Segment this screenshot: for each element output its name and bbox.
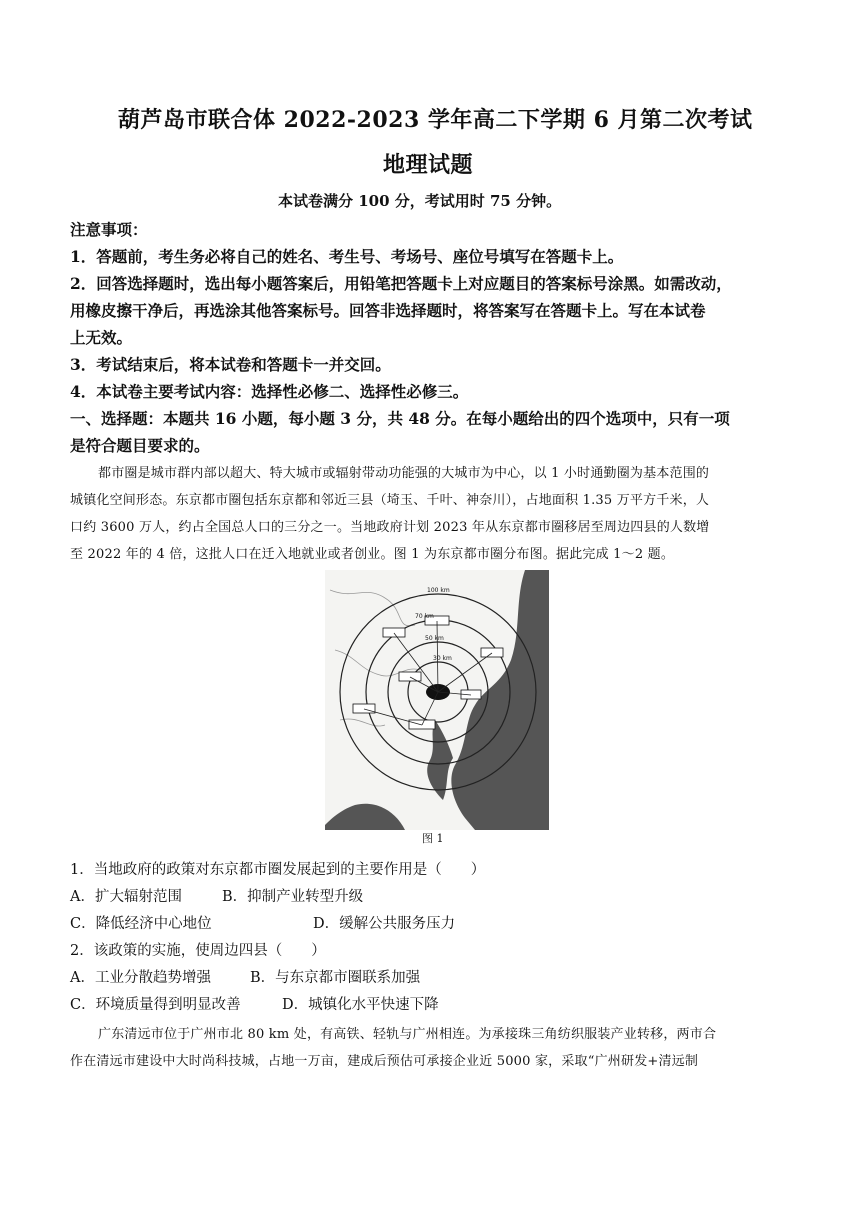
notes-heading: 注意事项： bbox=[70, 220, 148, 239]
ring-label: 50 km bbox=[425, 635, 444, 642]
ring-label: 30 km bbox=[433, 655, 452, 662]
q2-option-b: B．与东京都市圈联系加强 bbox=[250, 970, 421, 986]
q2-option-d: D．城镇化水平快速下降 bbox=[282, 997, 439, 1013]
question-1-stem: 1．当地政府的政策对东京都市圈发展起到的主要作用是（ ） bbox=[70, 862, 486, 878]
tokyo-metro-map bbox=[325, 570, 549, 830]
question-2-stem: 2．该政策的实施，使周边四县（ ） bbox=[70, 943, 326, 959]
section-heading: 一、选择题：本题共 16 小题，每小题 3 分，共 48 分。在每小题给出的四个选项中，只有一项 bbox=[70, 409, 730, 428]
q1-option-b: B．抑制产业转型升级 bbox=[222, 889, 364, 905]
passage-line: 城镇化空间形态。东京都市圈包括东京都和邻近三县（埼玉、千叶、神奈川），占地面积 1.35 万平方千米，人 bbox=[70, 493, 710, 508]
q1-option-a: A．扩大辐射范围 bbox=[70, 889, 182, 905]
exam-info: 本试卷满分 100 分，考试用时 75 分钟。 bbox=[278, 192, 562, 210]
q2-option-a: A．工业分散趋势增强 bbox=[70, 970, 211, 986]
q1-option-c: C．降低经济中心地位 bbox=[70, 916, 212, 932]
subject-title: 地理试题 bbox=[383, 152, 474, 178]
note-line: 3．考试结束后，将本试卷和答题卡一并交回。 bbox=[70, 355, 391, 374]
ring-label: 70 km bbox=[415, 613, 434, 620]
passage-line: 都市圈是城市群内部以超大、特大城市或辐射带动功能强的大城市为中心，以 1 小时通勤圈为基本范围的 bbox=[98, 466, 710, 481]
note-line: 用橡皮擦干净后，再选涂其他答案标号。回答非选择题时，将答案写在答题卡上。写在本试卷 bbox=[70, 301, 706, 320]
note-line: 上无效。 bbox=[70, 328, 133, 347]
passage-line: 作在清远市建设中大时尚科技城，占地一万亩，建成后预估可承接企业近 5000 家，采取“广州研发+清远制 bbox=[70, 1054, 699, 1069]
passage-line: 至 2022 年的 4 倍，这批人口在迁入地就业或者创业。图 1 为东京都市圈分布图。据此完成 1～2 题。 bbox=[70, 547, 675, 562]
map-graphic bbox=[325, 570, 549, 830]
note-line: 4．本试卷主要考试内容：选择性必修二、选择性必修三。 bbox=[70, 382, 469, 401]
note-line: 1．答题前，考生务必将自己的姓名、考生号、考场号、座位号填写在答题卡上。 bbox=[70, 247, 624, 266]
note-line: 2．回答选择题时，选出每小题答案后，用铅笔把答题卡上对应题目的答案标号涂黑。如需改动， bbox=[70, 274, 732, 293]
q2-option-c: C．环境质量得到明显改善 bbox=[70, 997, 241, 1013]
section-heading: 是符合题目要求的。 bbox=[70, 436, 210, 455]
figure-caption: 图 1 bbox=[422, 832, 444, 845]
passage-line: 口约 3600 万人，约占全国总人口的三分之一。当地政府计划 2023 年从东京都市圈移居至周边四县的人数增 bbox=[70, 520, 710, 535]
exam-title: 葫芦岛市联合体 2022-2023 学年高二下学期 6 月第二次考试 bbox=[118, 107, 753, 133]
passage-line: 广东清远市位于广州市北 80 km 处，有高铁、轻轨与广州相连。为承接珠三角纺织服装产业转移，两市合 bbox=[98, 1027, 717, 1042]
ring-label: 100 km bbox=[427, 587, 450, 594]
q1-option-d: D．缓解公共服务压力 bbox=[313, 916, 456, 932]
